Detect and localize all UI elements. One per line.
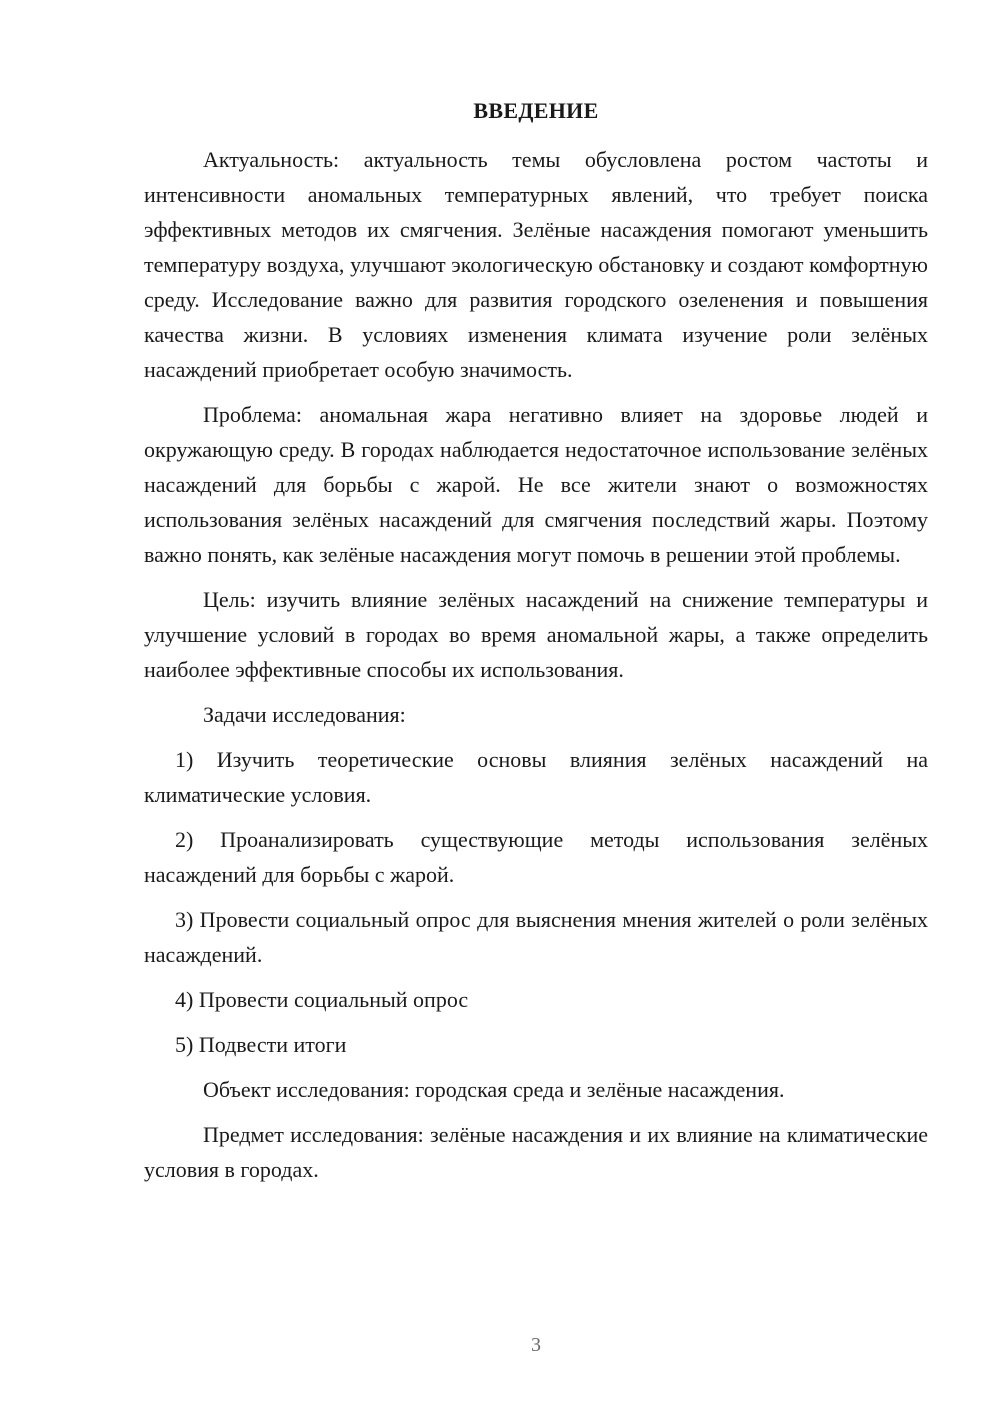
page-title: ВВЕДЕНИЕ <box>473 98 599 123</box>
goal-paragraph: Цель: изучить влияние зелёных насаждений на снижение температуры и улучшение условий в городах во время аномальной жары, а также определить наиболее эффективные способы их использования. <box>144 587 928 682</box>
tasks-heading: Задачи исследования: <box>203 702 406 727</box>
object-paragraph: Объект исследования: городская среда и зелёные насаждения. <box>203 1077 785 1102</box>
task-item: 2) Проанализировать существующие методы использования зелёных насаждений для борьбы с жарой. <box>144 827 928 887</box>
document-body <box>144 142 928 1187</box>
task-item: 1) Изучить теоретические основы влияния зелёных насаждений на климатические условия. <box>144 747 928 807</box>
task-item: 3) Провести социальный опрос для выяснения мнения жителей о роли зелёных насаждений. <box>144 907 928 967</box>
page-number: 3 <box>531 1334 541 1356</box>
subject-paragraph: Предмет исследования: зелёные насаждения и их влияние на климатические условия в городах. <box>144 1122 928 1182</box>
relevance-paragraph: Актуальность: актуальность темы обусловлена ростом частоты и интенсивности аномальных температурных явлений, что требует поиска эффективных методов их смягчения. Зелёные насаждения помогают уменьшить температуру воздуха, улучшают экологическую обстановку и создают комфортную среду. Исследование важно для развития городского озеленения и повышения качества жизни. В условиях изменения климата изучение роли зелёных насаждений приобретает особую значимость. <box>144 147 928 382</box>
problem-paragraph: Проблема: аномальная жара негативно влияет на здоровье людей и окружающую среду. В городах наблюдается недостаточное использование зелёных насаждений для борьбы с жарой. Не все жители знают о возможностях использования зелёных насаждений для смягчения последствий жары. Поэтому важно понять, как зелёные насаждения могут помочь в решении этой проблемы. <box>144 402 928 567</box>
task-item: 5) Подвести итоги <box>175 1032 347 1057</box>
task-item: 4) Провести социальный опрос <box>175 987 469 1012</box>
